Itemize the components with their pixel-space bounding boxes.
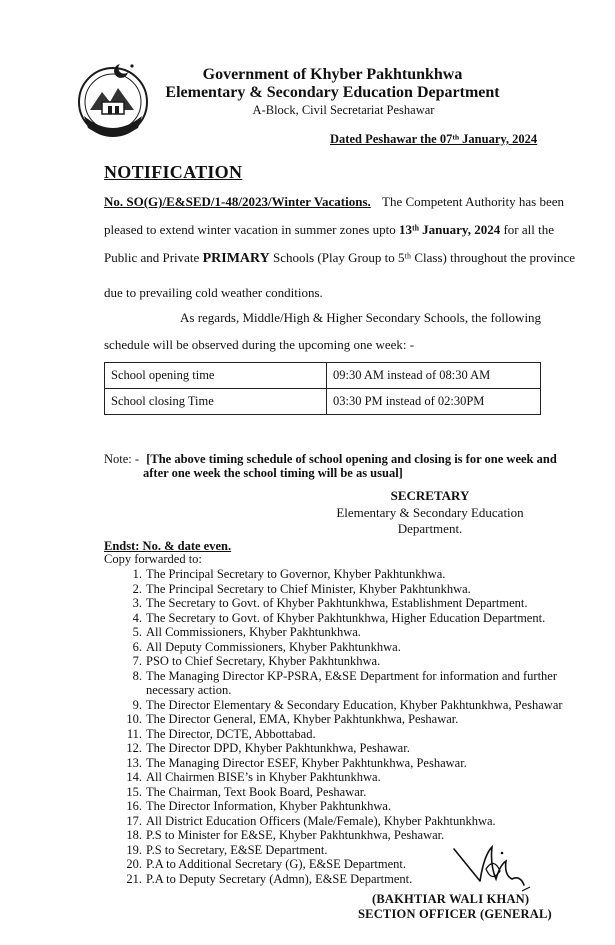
list-item-number: 18. bbox=[126, 828, 142, 842]
list-item-number: 12. bbox=[126, 741, 142, 755]
list-item-number: 6. bbox=[132, 639, 142, 654]
list-item bbox=[104, 611, 564, 626]
list-item-text: P.A to Additional Secretary (G), E&SE Department. bbox=[146, 857, 407, 871]
list-item-text: The Secretary to Govt. of Khyber Pakhtunkhwa, Establishment Department. bbox=[146, 596, 528, 610]
list-item bbox=[104, 741, 564, 756]
list-item bbox=[104, 712, 564, 727]
list-item bbox=[104, 727, 564, 742]
note-label: Note: - bbox=[104, 452, 140, 466]
list-item bbox=[104, 799, 564, 814]
list-item bbox=[104, 669, 564, 698]
list-item bbox=[104, 582, 564, 597]
list-item-text: The Principal Secretary to Governor, Khyber Pakhtunkhwa. bbox=[146, 567, 446, 581]
list-item-number: 7. bbox=[132, 654, 142, 668]
list-item-number: 17. bbox=[126, 813, 142, 828]
list-item-number: 20. bbox=[126, 857, 142, 871]
list-item-number: 16. bbox=[126, 799, 142, 813]
para2-line1: As regards, Middle/High & Higher Secondary Schools, the following bbox=[180, 310, 542, 325]
schedule-table bbox=[104, 362, 541, 415]
list-item-number: 11. bbox=[126, 726, 142, 741]
list-item-text: The Managing Director ESEF, Khyber Pakhtunkhwa, Peshawar. bbox=[146, 755, 467, 770]
signatory-dept-1: Elementary & Secondary Education bbox=[336, 505, 524, 520]
list-item-number: 10. bbox=[126, 712, 142, 726]
table-cell: 09:30 AM instead of 08:30 AM bbox=[327, 363, 541, 389]
table-cell: 03:30 PM instead of 02:30PM bbox=[327, 389, 541, 415]
header-line-2: Elementary & Secondary Education Department bbox=[165, 84, 500, 101]
list-item-number: 14. bbox=[126, 770, 142, 784]
officer-designation: SECTION OFFICER (GENERAL) bbox=[358, 907, 552, 921]
table-row bbox=[105, 389, 541, 415]
list-item-text: All Deputy Commissioners, Khyber Pakhtunkhwa. bbox=[146, 639, 401, 654]
handwritten-signature-icon bbox=[440, 835, 540, 897]
list-item-text: P.A to Deputy Secretary (Admn), E&SE Department. bbox=[146, 871, 413, 886]
list-item bbox=[104, 596, 564, 611]
list-item-number: 2. bbox=[132, 581, 142, 596]
table-cell: School opening time bbox=[105, 363, 327, 389]
header-line-1: Government of Khyber Pakhtunkhwa bbox=[202, 66, 463, 83]
list-item bbox=[104, 625, 564, 640]
list-item bbox=[104, 814, 564, 829]
list-item-number: 5. bbox=[132, 625, 142, 639]
list-item-text: The Director, DCTE, Abbottabad. bbox=[146, 726, 316, 741]
header-address: A-Block, Civil Secretariat Peshawar bbox=[252, 103, 435, 117]
signatory-title: SECRETARY bbox=[390, 488, 470, 503]
para1-line1: No. SO(G)/E&SED/1-48/2023/Winter Vacations. The Competent Authority has been bbox=[104, 194, 564, 209]
list-item-text: All District Education Officers (Male/Female), Khyber Pakhtunkhwa. bbox=[146, 813, 496, 828]
list-item-text: P.S to Minister for E&SE, Khyber Pakhtunkhwa, Peshawar. bbox=[146, 828, 445, 842]
signatory-dept-2: Department. bbox=[397, 521, 463, 536]
copy-forwarded: Copy forwarded to: bbox=[104, 552, 202, 566]
list-item-text: The Director Elementary & Secondary Education, Khyber Pakhtunkhwa, Peshawar bbox=[146, 697, 563, 712]
list-item-number: 9. bbox=[132, 697, 142, 712]
note-line2: after one week the school timing will be as usual] bbox=[143, 466, 403, 480]
list-item-number: 1. bbox=[132, 567, 142, 581]
list-item-text: All Commissioners, Khyber Pakhtunkhwa. bbox=[146, 625, 361, 639]
list-item-text: The Director DPD, Khyber Pakhtunkhwa, Peshawar. bbox=[146, 741, 410, 755]
list-item-text: The Director General, EMA, Khyber Pakhtunkhwa, Peshawar. bbox=[146, 712, 459, 726]
list-item bbox=[104, 567, 564, 582]
list-item bbox=[104, 654, 564, 669]
note-line1: Note: - [The above timing schedule of school opening and closing is for one week and bbox=[104, 452, 557, 466]
list-item-text: PSO to Chief Secretary, Khyber Pakhtunkhwa. bbox=[146, 654, 381, 668]
list-item-text: P.S to Secretary, E&SE Department. bbox=[146, 842, 328, 857]
para1-line2: pleased to extend winter vacation in summer zones upto 13ᵗʰ January, 2024 for all the bbox=[104, 222, 554, 237]
para2-line2: schedule will be observed during the upcoming one week: - bbox=[104, 337, 415, 352]
list-item bbox=[104, 640, 564, 655]
endorsement-heading: Endst: No. & date even. bbox=[104, 539, 232, 553]
list-item-text: The Chairman, Text Book Board, Peshawar. bbox=[146, 784, 367, 799]
list-item bbox=[104, 698, 564, 713]
table-row bbox=[105, 363, 541, 389]
list-item-text: The Principal Secretary to Chief Minister, Khyber Pakhtunkhwa. bbox=[146, 581, 471, 596]
table-cell: School closing Time bbox=[105, 389, 327, 415]
list-item-text: The Secretary to Govt. of Khyber Pakhtunkhwa, Higher Education Department. bbox=[146, 610, 546, 625]
list-item-number: 21. bbox=[126, 871, 142, 886]
list-item-number: 4. bbox=[132, 610, 142, 625]
list-item bbox=[104, 770, 564, 785]
list-item bbox=[104, 756, 564, 771]
list-item-text: The Director Information, Khyber Pakhtunkhwa. bbox=[146, 799, 392, 813]
officer-name: (BAKHTIAR WALI KHAN) bbox=[372, 892, 530, 906]
notification-heading: NOTIFICATION bbox=[104, 162, 243, 182]
list-item bbox=[104, 785, 564, 800]
para1-line3: Public and Private PRIMARY Schools (Play Group to 5ᵗʰ Class) throughout the province bbox=[104, 250, 576, 266]
list-item-number: 3. bbox=[132, 596, 142, 610]
list-item-text: The Managing Director KP-PSRA, E&SE Department for information and further necessary action. bbox=[146, 668, 558, 697]
dated-line: Dated Peshawar the 07ᵗʰ January, 2024 bbox=[330, 132, 538, 146]
list-item-number: 15. bbox=[126, 784, 142, 799]
reference-number: No. SO(G)/E&SED/1-48/2023/Winter Vacations. bbox=[104, 194, 371, 209]
para1-line4: due to prevailing cold weather conditions. bbox=[104, 285, 323, 300]
list-item-number: 13. bbox=[126, 755, 142, 770]
list-item-number: 19. bbox=[126, 842, 142, 857]
list-item-text: All Chairmen BISE’s in Khyber Pakhtunkhwa. bbox=[146, 770, 381, 784]
list-item-number: 8. bbox=[132, 668, 142, 683]
